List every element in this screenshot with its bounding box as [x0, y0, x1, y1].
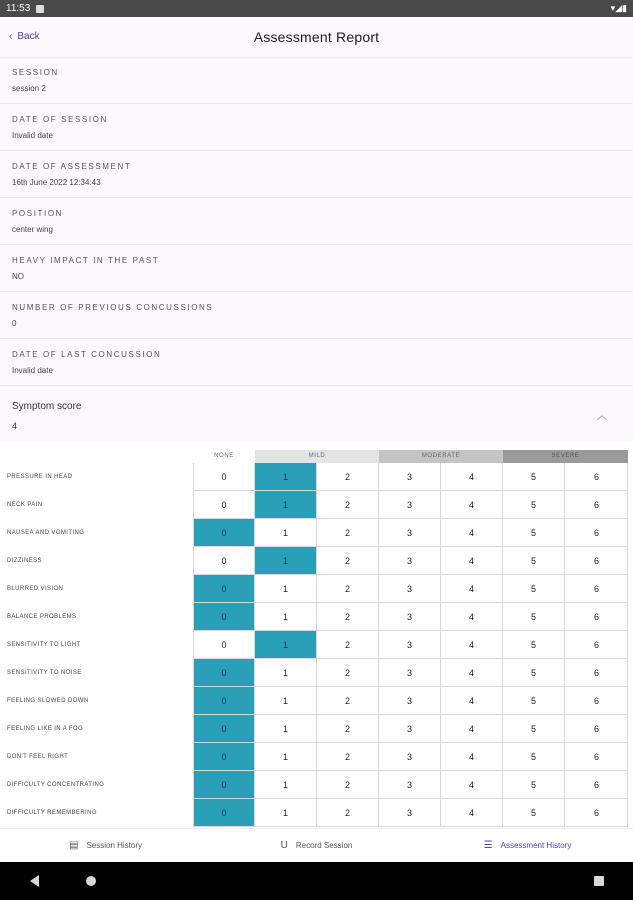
- nav-assessment-history[interactable]: [422, 829, 633, 862]
- score-cell[interactable]: 5: [503, 631, 565, 659]
- table-row: [0, 547, 633, 575]
- chevron-up-icon[interactable]: ︿: [597, 411, 607, 422]
- score-cell[interactable]: 3: [379, 659, 441, 687]
- score-cell[interactable]: 0: [193, 771, 255, 799]
- info-row: [0, 104, 633, 151]
- score-cell[interactable]: 2: [317, 715, 379, 743]
- notification-icon: [36, 5, 44, 13]
- score-cell[interactable]: 0: [193, 659, 255, 687]
- score-cell[interactable]: 2: [317, 603, 379, 631]
- score-cell[interactable]: 4: [441, 547, 503, 575]
- score-cell[interactable]: 2: [317, 463, 379, 491]
- score-cell[interactable]: 3: [379, 603, 441, 631]
- status-bar: [0, 0, 633, 17]
- table-row: [0, 491, 633, 519]
- score-cell[interactable]: 0: [193, 715, 255, 743]
- back-button[interactable]: [9, 31, 40, 42]
- info-label: DATE OF SESSION: [12, 115, 108, 124]
- score-cell[interactable]: 2: [317, 659, 379, 687]
- score-cell[interactable]: 1: [255, 687, 317, 715]
- score-cell[interactable]: 0: [193, 575, 255, 603]
- symptom-label: SENSITIVITY TO LIGHT: [7, 642, 81, 648]
- score-cell[interactable]: 1: [255, 463, 317, 491]
- score-cell[interactable]: 4: [441, 659, 503, 687]
- score-cell[interactable]: 3: [379, 463, 441, 491]
- score-cell[interactable]: 5: [503, 715, 565, 743]
- info-value: center wing: [12, 225, 53, 234]
- chevron-left-icon: ‹: [9, 31, 13, 42]
- score-cell[interactable]: 5: [503, 771, 565, 799]
- info-value: 0: [12, 319, 17, 328]
- symptom-label: DON'T FEEL RIGHT: [7, 754, 69, 760]
- page-title: Assessment Report: [253, 29, 380, 45]
- score-cell[interactable]: 0: [193, 603, 255, 631]
- score-cell[interactable]: 6: [566, 799, 628, 827]
- info-label: DATE OF LAST CONCUSSION: [12, 350, 162, 359]
- info-label: HEAVY IMPACT IN THE PAST: [12, 256, 160, 265]
- nav-label: Record Session: [295, 841, 353, 850]
- score-cell[interactable]: 6: [566, 743, 628, 771]
- score-cell[interactable]: 1: [255, 743, 317, 771]
- app-header: [0, 17, 633, 57]
- score-cell[interactable]: 5: [503, 519, 565, 547]
- score-cell[interactable]: 4: [441, 743, 503, 771]
- score-cell[interactable]: 4: [441, 799, 503, 827]
- score-cell[interactable]: 6: [566, 575, 628, 603]
- symptom-score-label: Symptom score: [12, 401, 82, 412]
- score-cell[interactable]: 0: [193, 519, 255, 547]
- symptom-label: BLURRED VISION: [7, 586, 64, 592]
- status-time: 11:53: [6, 3, 31, 14]
- table-row: [0, 631, 633, 659]
- score-cell[interactable]: 1: [255, 519, 317, 547]
- score-cell[interactable]: 1: [255, 575, 317, 603]
- header-moderate: MODERATE: [379, 450, 503, 463]
- score-cell[interactable]: 2: [317, 547, 379, 575]
- nav-session-history[interactable]: [0, 829, 211, 862]
- score-cell[interactable]: 0: [193, 687, 255, 715]
- score-cell[interactable]: 3: [379, 575, 441, 603]
- symptom-label: SENSITIVITY TO NOISE: [7, 670, 82, 676]
- score-cell[interactable]: 6: [566, 687, 628, 715]
- score-cell[interactable]: 2: [317, 519, 379, 547]
- info-row: [0, 245, 633, 292]
- score-cell[interactable]: 0: [193, 743, 255, 771]
- score-cell[interactable]: 6: [566, 547, 628, 575]
- score-cell[interactable]: 1: [255, 491, 317, 519]
- score-cell[interactable]: 0: [193, 631, 255, 659]
- table-row: [0, 463, 633, 491]
- score-cell[interactable]: 1: [255, 547, 317, 575]
- score-cell[interactable]: 3: [379, 631, 441, 659]
- score-cell[interactable]: 2: [317, 771, 379, 799]
- status-icons: ▾◢▮: [610, 3, 627, 13]
- symptom-label: PRESSURE IN HEAD: [7, 474, 73, 480]
- score-cell[interactable]: 0: [193, 547, 255, 575]
- score-cell[interactable]: 4: [441, 463, 503, 491]
- score-cell[interactable]: 4: [441, 491, 503, 519]
- symptom-label: DIFFICULTY REMEMBERING: [7, 810, 97, 816]
- nav-label: Session History: [86, 841, 143, 850]
- score-cell[interactable]: 4: [441, 715, 503, 743]
- score-cell[interactable]: 6: [566, 715, 628, 743]
- table-row: [0, 603, 633, 631]
- score-cell[interactable]: 0: [193, 463, 255, 491]
- score-cell[interactable]: 2: [317, 631, 379, 659]
- info-value: 16th June 2022 12:34:43: [12, 178, 101, 187]
- score-cell[interactable]: 4: [441, 603, 503, 631]
- score-cell[interactable]: 3: [379, 547, 441, 575]
- score-cell[interactable]: 5: [503, 687, 565, 715]
- table-row: [0, 519, 633, 547]
- score-cell[interactable]: 5: [503, 603, 565, 631]
- score-cell[interactable]: 5: [503, 575, 565, 603]
- info-row: [0, 57, 633, 104]
- score-cell[interactable]: 4: [441, 519, 503, 547]
- symptom-score-value: 4: [12, 421, 18, 431]
- score-cell[interactable]: 6: [566, 631, 628, 659]
- score-cell[interactable]: 1: [255, 799, 317, 827]
- score-cell[interactable]: 3: [379, 799, 441, 827]
- symptom-label: DIZZINESS: [7, 558, 42, 564]
- score-cell[interactable]: 4: [441, 771, 503, 799]
- score-cell[interactable]: 1: [255, 603, 317, 631]
- list-icon: ☰: [483, 840, 493, 851]
- symptom-label: FEELING LIKE IN A FOG: [7, 726, 84, 732]
- back-label: Back: [17, 31, 40, 42]
- score-cell[interactable]: 5: [503, 659, 565, 687]
- info-value: NO: [12, 272, 24, 281]
- score-cell[interactable]: 2: [317, 743, 379, 771]
- info-label: DATE OF ASSESSMENT: [12, 162, 132, 171]
- info-value: Invalid date: [12, 131, 53, 140]
- score-cell[interactable]: 5: [503, 799, 565, 827]
- score-cell[interactable]: 3: [379, 687, 441, 715]
- score-cell[interactable]: 5: [503, 547, 565, 575]
- score-cell[interactable]: 5: [503, 463, 565, 491]
- score-cell[interactable]: 2: [317, 687, 379, 715]
- score-cell[interactable]: 3: [379, 743, 441, 771]
- score-cell[interactable]: 6: [566, 491, 628, 519]
- score-cell[interactable]: 5: [503, 743, 565, 771]
- nav-record-session[interactable]: [211, 829, 422, 862]
- symptom-label: BALANCE PROBLEMS: [7, 614, 77, 620]
- score-cell[interactable]: 4: [441, 631, 503, 659]
- score-cell[interactable]: 1: [255, 631, 317, 659]
- table-row: [0, 799, 633, 827]
- calendar-chart-icon: ▤: [68, 840, 79, 851]
- symptom-label: FEELING SLOWED DOWN: [7, 698, 89, 704]
- nav-label: Assessment History: [500, 841, 572, 850]
- info-row: [0, 339, 633, 386]
- score-cell[interactable]: 4: [441, 575, 503, 603]
- score-cell[interactable]: 6: [566, 603, 628, 631]
- info-row: [0, 198, 633, 245]
- score-cell[interactable]: 2: [317, 491, 379, 519]
- symptom-label: NECK PAIN: [7, 502, 43, 508]
- table-row: [0, 743, 633, 771]
- system-recents-icon[interactable]: [594, 876, 604, 886]
- header-severe: SEVERE: [503, 450, 628, 463]
- info-label: SESSION: [12, 68, 59, 77]
- info-value: session 2: [12, 84, 46, 93]
- score-cell[interactable]: 6: [566, 519, 628, 547]
- header-mild: MILD: [255, 450, 379, 463]
- score-cell[interactable]: 6: [566, 463, 628, 491]
- score-cell[interactable]: 2: [317, 575, 379, 603]
- system-back-icon[interactable]: [30, 875, 39, 887]
- score-cell[interactable]: 4: [441, 687, 503, 715]
- score-cell[interactable]: 0: [193, 799, 255, 827]
- table-row: [0, 715, 633, 743]
- magnet-icon: U: [280, 840, 288, 851]
- table-row: [0, 575, 633, 603]
- score-cell[interactable]: 3: [379, 771, 441, 799]
- score-cell[interactable]: 3: [379, 519, 441, 547]
- system-home-icon[interactable]: [86, 876, 96, 886]
- symptom-label: NAUSEA AND VOMITING: [7, 530, 85, 536]
- symptom-grid: [0, 441, 633, 828]
- score-cell[interactable]: 1: [255, 771, 317, 799]
- table-row: [0, 771, 633, 799]
- score-cell[interactable]: 6: [566, 659, 628, 687]
- info-label: NUMBER OF PREVIOUS CONCUSSIONS: [12, 303, 214, 312]
- score-cell[interactable]: 5: [503, 491, 565, 519]
- score-cell[interactable]: 1: [255, 715, 317, 743]
- score-cell[interactable]: 3: [379, 491, 441, 519]
- score-cell[interactable]: 1: [255, 659, 317, 687]
- info-row: [0, 292, 633, 339]
- header-none: NONE: [214, 453, 234, 459]
- bottom-nav: [0, 828, 633, 862]
- score-cell[interactable]: 0: [193, 491, 255, 519]
- symptom-label: DIFFICULTY CONCENTRATING: [7, 782, 105, 788]
- info-value: Invalid date: [12, 366, 53, 375]
- score-cell[interactable]: 2: [317, 799, 379, 827]
- system-nav-bar: [0, 862, 633, 900]
- score-cell[interactable]: 6: [566, 771, 628, 799]
- table-row: [0, 687, 633, 715]
- symptom-score-row[interactable]: [0, 387, 633, 441]
- info-row: [0, 151, 633, 198]
- info-label: POSITION: [12, 209, 64, 218]
- score-cell[interactable]: 3: [379, 715, 441, 743]
- table-row: [0, 659, 633, 687]
